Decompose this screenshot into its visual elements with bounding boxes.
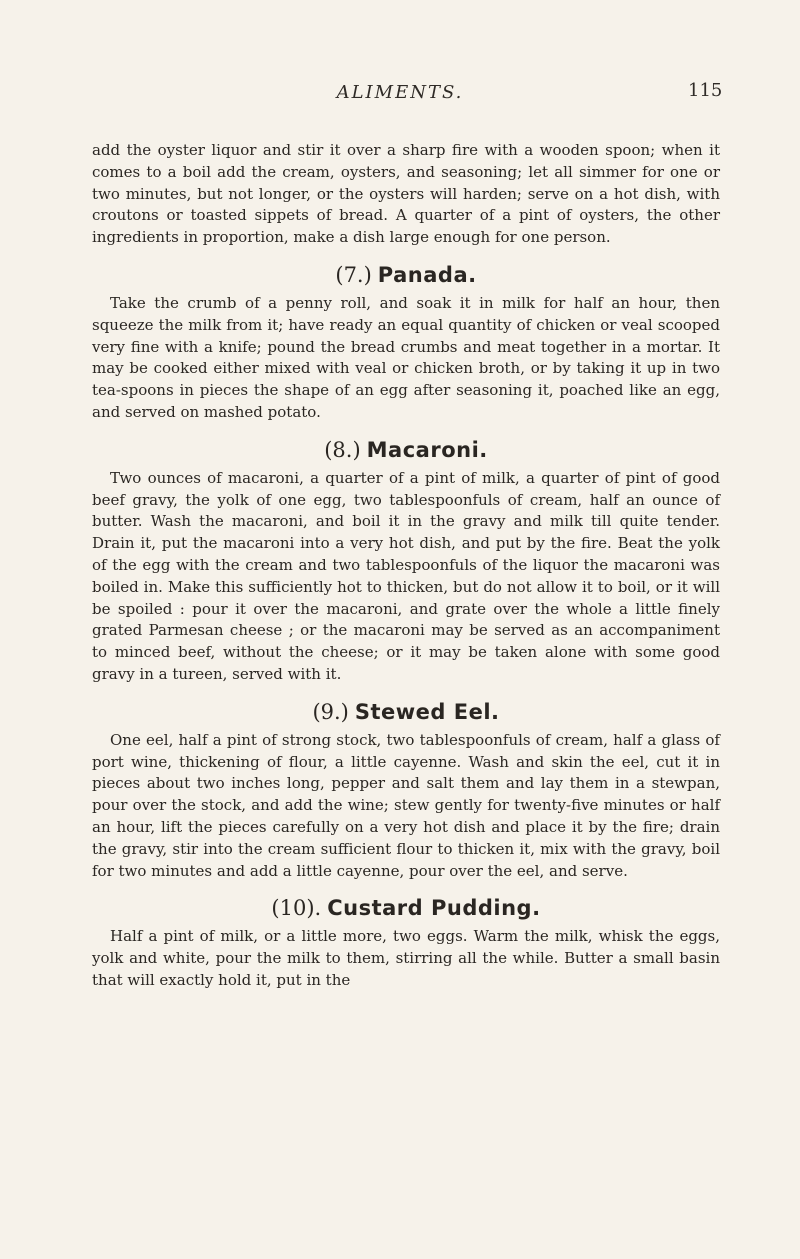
page-number: 115 [688, 80, 723, 101]
running-title: ALIMENTS. [336, 82, 464, 103]
paragraph-oyster-continued: add the oyster liquor and stir it over a sharp fire with a wooden spoon; when it comes to a boil add the cream, oysters, and seasoning; let all simmer for one or two minutes, but not longer, or the oysters will harden; serve on a hot dish, with croutons or toasted sippets of bread. A quarter of a pint of oysters, the other ingredients in proportion, make a dish large enough for one person. [92, 141, 720, 247]
recipe-number: (8.) [324, 437, 361, 462]
paragraph-panada: Take the crumb of a penny roll, and soak it in milk for half an hour, then squeeze the milk from it; have ready an equal quantity of chicken or veal scooped very fine with a knife; pound the bread crumbs and meat together in a mortar. It may be cooked either mixed with veal or chicken broth, or by taking it up in two tea-spoons in pieces the shape of an egg after seasoning it, poached like an egg, and served on mashed potato. [92, 293, 720, 421]
heading-panada [92, 261, 720, 289]
heading-macaroni [92, 436, 720, 464]
recipe-number: (7.) [335, 262, 372, 287]
recipe-title: Panada. [377, 262, 477, 287]
heading-custard-pudding [92, 894, 720, 922]
page-body [92, 140, 720, 992]
recipe-title: Custard Pudding. [327, 896, 541, 921]
recipe-number: (9.) [312, 699, 349, 724]
paragraph-stewed-eel: One eel, half a pint of strong stock, two tablespoonfuls of cream, half a glass of port wine, thickening of flour, a little cayenne. Wash and skin the eel, cut it in pieces about two inches long, pepper and salt them and lay them in a stewpan, pour over the stock, and add the wine; stew gently for twenty-five minutes or half an hour, lift the pieces carefully on a very hot dish and place it by the fire; drain the gravy, stir into the cream sufficient flour to thicken it, mix with the gravy, boil for two minutes and add a little cayenne, pour over the eel, and serve. [92, 730, 720, 880]
paragraph-custard-pudding: Half a pint of milk, or a little more, two eggs. Warm the milk, whisk the eggs, yolk and white, pour the milk to them, stirring all the while. Butter a small basin that will exactly hold it, put in the [92, 927, 720, 989]
recipe-title: Stewed Eel. [354, 699, 500, 724]
heading-stewed-eel [92, 698, 720, 726]
recipe-number: (10). [271, 896, 322, 921]
paragraph-macaroni: Two ounces of macaroni, a quarter of a pint of milk, a quarter of pint of good beef gravy, the yolk of one egg, two tablespoonfuls of cream, half an ounce of butter. Wash the macaroni, and boil it in the gravy and milk till quite tender. Drain it, put the macaroni into a very hot dish, and put by the fire. Beat the yolk of the egg with the cream and two tablespoonfuls of the liquor the macaroni was boiled in. Make this sufficiently hot to thicken, but do not allow it to boil, or it will be spoiled : pour it over the macaroni, and grate over the whole a little finely grated Parmesan cheese ; or the macaroni may be served as an accompaniment to minced beef, without the cheese; or it may be taken alone with some good gravy in a tureen, served with it. [92, 468, 720, 683]
recipe-title: Macaroni. [366, 437, 488, 462]
